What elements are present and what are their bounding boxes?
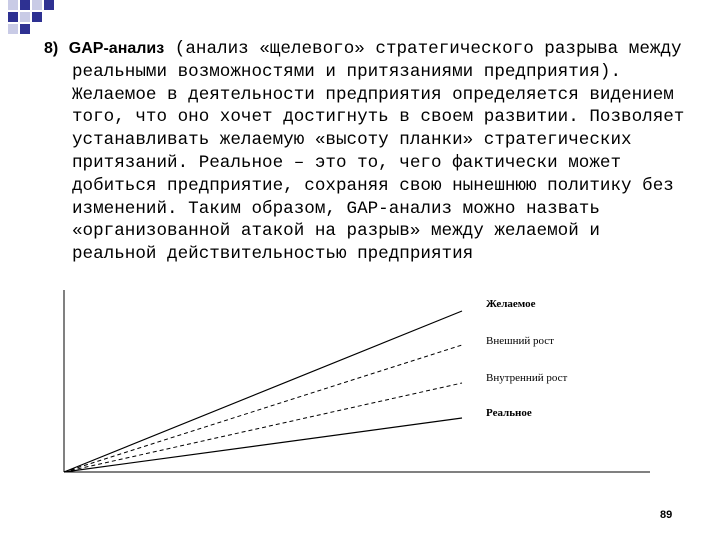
line-real — [64, 418, 462, 472]
line-external-growth — [64, 345, 462, 472]
label-real: Реальное — [486, 407, 532, 419]
label-internal-growth: Внутренний рост — [486, 372, 568, 384]
page-number: 89 — [660, 509, 673, 521]
label-external-growth: Внешний рост — [486, 335, 554, 347]
line-internal-growth — [64, 383, 462, 472]
bullet-number: 8) — [44, 40, 59, 57]
line-desired — [64, 311, 462, 472]
label-desired: Желаемое — [486, 298, 536, 310]
definition-text: (анализ «щелевого» стратегического разрыва между реальными возможностями и притязаниями предприятия). Желаемое в деятельности предприятия определяется видением того, что оно хочет достигнуть в своем развитии. Позволяет устанавливать желаемую «высоту планки» стратегических притязаний. Реальное – это то, чего фактически может добиться предприятие, сохраняя свою нынешнюю политику без изменений. Таким образом, GAP-анализ можно назвать «организованной атакой на разрыв» между желаемой и реальной действительностью предприятия — [72, 39, 685, 265]
term-gap-analysis: GAP-анализ — [68, 40, 165, 57]
